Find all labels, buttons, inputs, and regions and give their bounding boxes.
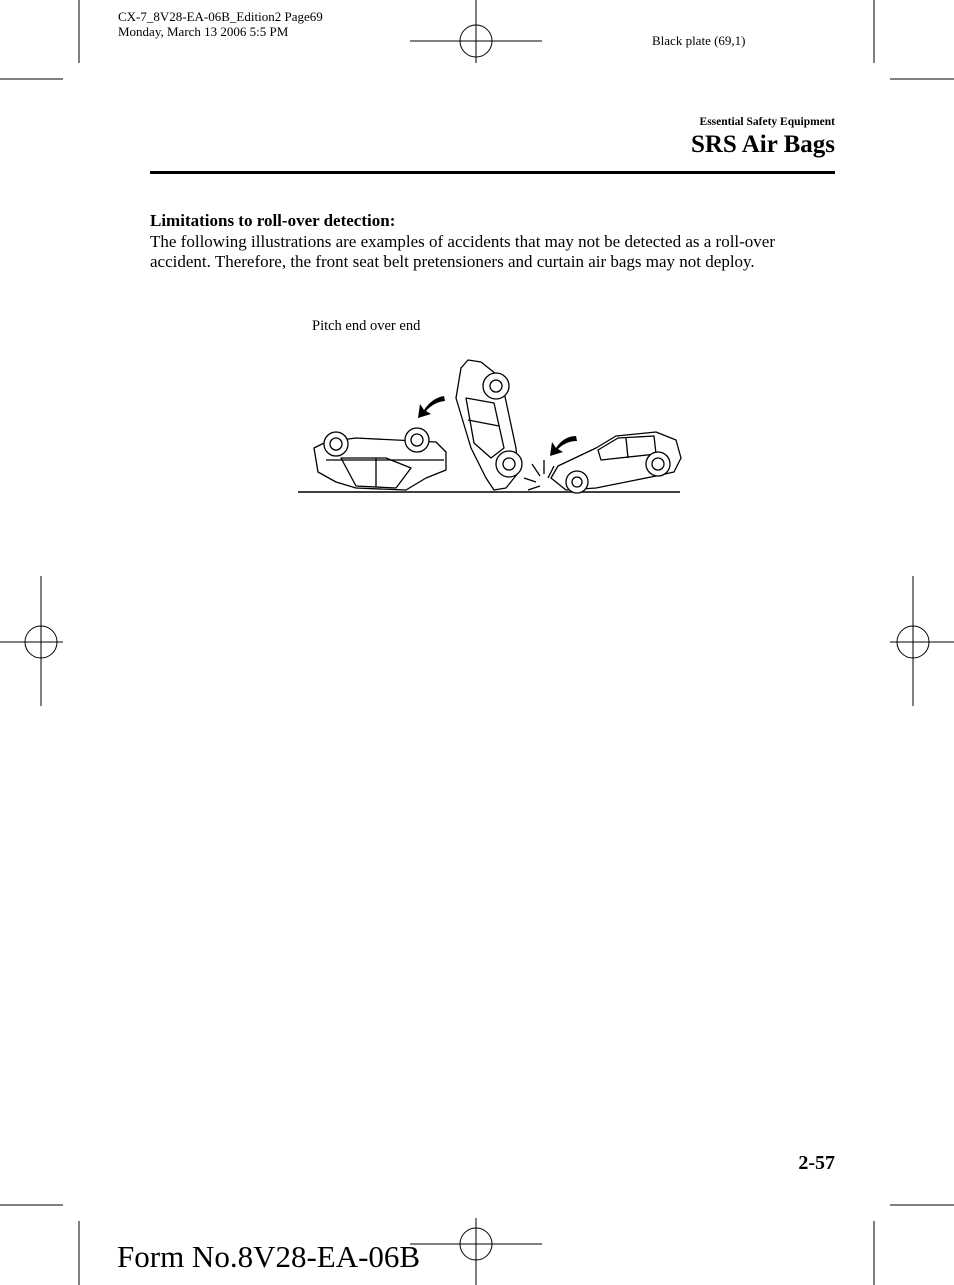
impact-burst xyxy=(524,460,554,490)
header-rule xyxy=(150,171,835,174)
vertical-car xyxy=(456,360,522,490)
section-title: Essential Safety Equipment xyxy=(699,116,835,128)
upside-down-car xyxy=(314,428,446,490)
subsection-heading: Limitations to roll-over detection: xyxy=(150,211,396,230)
chapter-title: SRS Air Bags xyxy=(690,131,835,158)
plate-label: Black plate (69,1) xyxy=(652,33,746,48)
rollover-illustration xyxy=(296,348,686,498)
arrow-left-icon xyxy=(418,396,445,418)
body-text xyxy=(150,211,835,273)
figure-caption: Pitch end over end xyxy=(312,318,421,334)
print-info-date: Monday, March 13 2006 5:5 PM xyxy=(118,24,289,39)
print-info xyxy=(118,9,323,39)
arrow-right-icon xyxy=(550,436,577,456)
page-number: 2-57 xyxy=(798,1152,835,1174)
body-paragraph: The following illustrations are examples of accidents that may not be detected as a roll-over accident. Therefore, the front seat belt pretensioners and curtain air bags may not deploy. xyxy=(150,231,776,271)
form-number: Form No.8V28-EA-06B xyxy=(117,1239,421,1274)
print-info-filename: CX-7_8V28-EA-06B_Edition2 Page69 xyxy=(118,9,323,24)
